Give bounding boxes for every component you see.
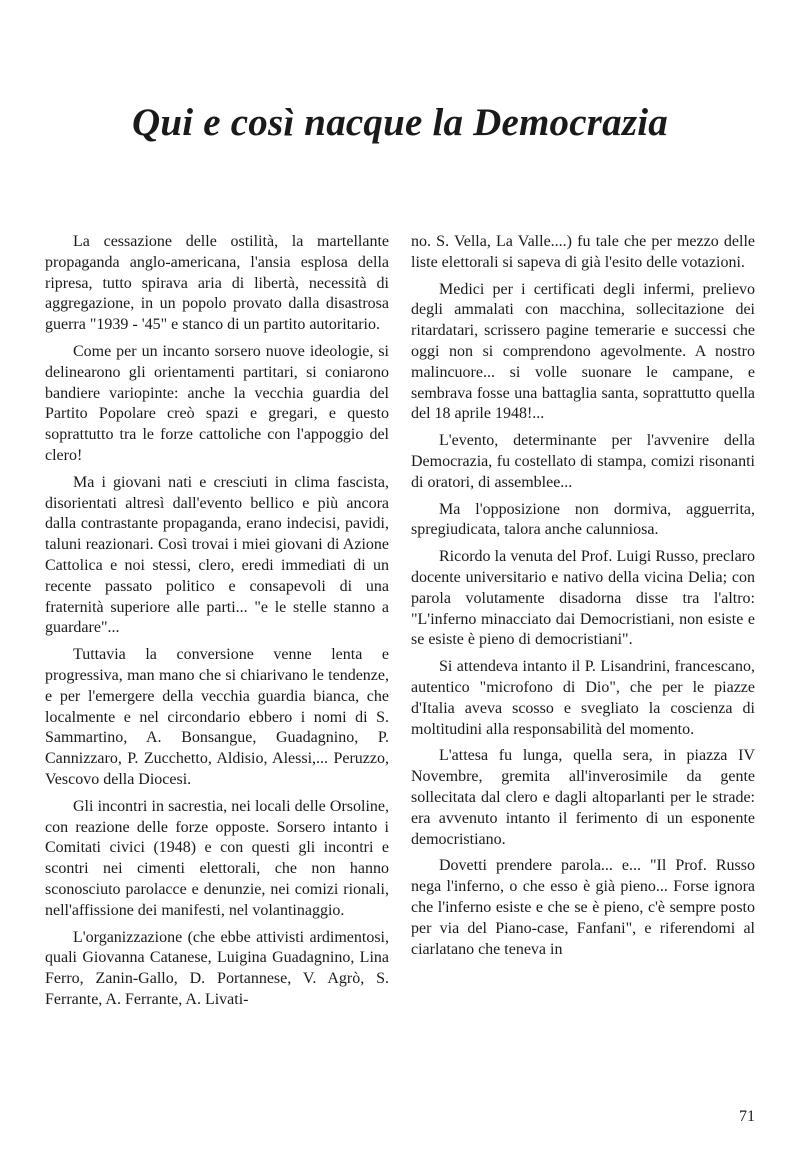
paragraph: L'attesa fu lunga, quella sera, in piazza IV Novembre, gremita all'inverosimile da gente sollecitata dal clero e dagli altoparlanti per le strade: era avvenuto intanto il ferimento di un esponente democristiano. [411, 747, 755, 848]
paragraph: Come per un incanto sorsero nuove ideologie, si delinearono gli orientamenti partitari, si coniarono bandiere variopinte: anche la vecchia guardia del Partito Popolare creò spazi e gregari, e questo soprattutto tra le forze cattoliche con l'appoggio del clero! [45, 342, 389, 464]
paragraph: Dovetti prendere parola... e... "Il Prof. Russo nega l'inferno, o che esso è già pieno... Forse ignora che l'inferno esiste e che se è pieno, c'è sempre posto per via del Piano-case, Fanfani", e riferendomi al ciarlatano che teneva in [411, 857, 755, 958]
paragraph-continuation: no. S. Vella, La Valle....) fu tale che per mezzo delle liste elettorali si sapeva di già l'esito delle votazioni. [411, 233, 755, 271]
page-title: Qui e così nacque la Democrazia [132, 101, 668, 144]
paragraph: L'evento, determinante per l'avvenire della Democrazia, fu costellato di stampa, comizi risonanti di oratori, di assemblee... [411, 432, 755, 491]
paragraph: Medici per i certificati degli infermi, prelievo degli ammalati con macchina, sollecitazione dei ritardatari, scrissero pagine temerarie e successi che oggi non si comprendono agevolmente. A nostro malincuore... si volle suonare le campane, e sembrava fosse una battaglia santa, soprattutto quella del 18 aprile 1948!... [411, 280, 755, 423]
paragraph: Ma l'opposizione non dormiva, agguerrita, spregiudicata, talora anche calunniosa. [411, 500, 755, 539]
right-column [411, 232, 755, 966]
paragraph: Ricordo la venuta del Prof. Luigi Russo, preclaro docente universitario e nativo della vicina Delia; con parola volutamente disadorna disse tra l'altro: "L'inferno minacciato dai Democristiani, non esiste e se esiste è pieno di democristiani". [411, 548, 755, 649]
paragraph: La cessazione delle ostilità, la martellante propaganda anglo-americana, l'ansia esplosa della ripresa, tutto spirava aria di libertà, necessità di aggregazione, in un popolo provato dalla disastrosa guerra "1939 - '45" e stanco di un partito autoritario. [45, 233, 389, 334]
left-column [45, 232, 389, 1017]
paragraph: Gli incontri in sacrestia, nei locali delle Orsoline, con reazione delle forze opposte. Sorsero intanto i Comitati civici (1948) e con questi gli incontri e scontri nei cimenti elettorali, che non hanno sconosciuto parolacce e denunzie, nei comizi rionali, nell'affissione dei manifesti, nel volantinaggio. [45, 797, 389, 919]
paragraph: Tuttavia la conversione venne lenta e progressiva, man mano che si chiarivano le tendenze, e per l'emergere della vecchia guardia bianca, che localmente e nel circondario ebbero i nomi di S. Sammartino, A. Bonsangue, Guadagnino, P. Cannizzaro, P. Zucchetto, Aldisio, Alessi,... Peruzzo, Vescovo della Diocesi. [45, 646, 389, 788]
paragraph: Si attendeva intanto il P. Lisandrini, francescano, autentico "microfono di Dio", che per le piazze d'Italia aveva scosso e svegliato la coscienza di moltitudini alla responsabilità del momento. [411, 658, 755, 738]
page-number: 71 [739, 1108, 755, 1125]
paragraph: Ma i giovani nati e cresciuti in clima fascista, disorientati altresì dall'evento bellico e più ancora dalla contrastante propaganda, erano indecisi, pavidi, taluni reazionari. Così trovai i miei giovani di Azione Cattolica e noi stessi, clero, eredi immediati di un recente passato politico e consapevoli di una fraternità superiore alle parti... "e le stelle stanno a guardare"... [45, 473, 389, 637]
paragraph: L'organizzazione (che ebbe attivisti ardimentosi, quali Giovanna Catanese, Luigina Guadagnino, Lina Ferro, Zanin-Gallo, D. Portannese, V. Agrò, S. Ferrante, A. Ferrante, A. Livati- [45, 928, 389, 1008]
